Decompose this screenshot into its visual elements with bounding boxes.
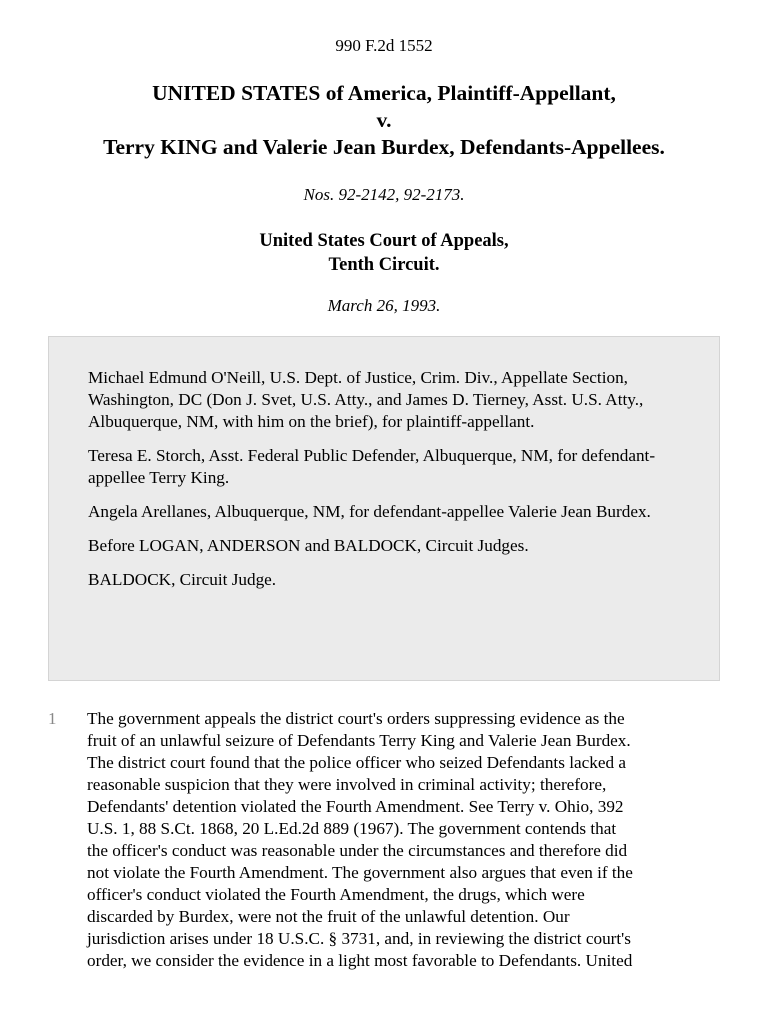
counsel-appellee-burdex: Angela Arellanes, Albuquerque, NM, for defendant-appellee Valerie Jean Burdex. [88, 502, 651, 521]
opinion-line: officer's conduct violated the Fourth Amendment, the drugs, which were [87, 885, 585, 904]
opinion-line: not violate the Fourth Amendment. The government also argues that even if the [87, 863, 633, 882]
opinion-line: Defendants' detention violated the Fourth Amendment. See Terry v. Ohio, 392 [87, 797, 624, 816]
title-versus: v. [376, 108, 392, 132]
opinion-line: The government appeals the district court's orders suppressing evidence as the [87, 709, 625, 728]
opinion-paragraph [87, 708, 727, 972]
opinion-line: discarded by Burdex, were not the fruit of the unlawful detention. Our [87, 907, 570, 926]
decision-date: March 26, 1993. [327, 296, 441, 315]
court-name-line2: Tenth Circuit. [328, 255, 440, 275]
opinion-author: BALDOCK, Circuit Judge. [88, 570, 277, 589]
court-name-line1: United States Court of Appeals, [259, 231, 509, 251]
paragraph-number: 1 [48, 709, 57, 728]
opinion-line: The district court found that the police officer who seized Defendants lacked a [87, 753, 626, 772]
title-defendants: Terry KING and Valerie Jean Burdex, Defendants-Appellees. [103, 135, 665, 159]
opinion-line: U.S. 1, 88 S.Ct. 1868, 20 L.Ed.2d 889 (1967). The government contends that [87, 819, 617, 838]
counsel-panel [48, 336, 720, 681]
opinion-line: order, we consider the evidence in a light most favorable to Defendants. United [87, 951, 633, 970]
title-plaintiff: UNITED STATES of America, Plaintiff-Appellant, [152, 81, 616, 105]
court-name [0, 229, 768, 277]
judges-panel: Before LOGAN, ANDERSON and BALDOCK, Circuit Judges. [88, 536, 529, 555]
opinion-line: jurisdiction arises under 18 U.S.C. § 3731, and, in reviewing the district court's [87, 929, 631, 948]
case-citation: 990 F.2d 1552 [335, 36, 433, 55]
docket-numbers: Nos. 92-2142, 92-2173. [303, 185, 465, 204]
counsel-appellant: Michael Edmund O'Neill, U.S. Dept. of Justice, Crim. Div., Appellate Section, Washington, DC (Don J. Svet, U.S. Atty., and James D. Tierney, Asst. U.S. Atty., Albuquerque, NM, with him on the brief), for plaintiff-appellant. [88, 368, 644, 431]
opinion-line: reasonable suspicion that they were involved in criminal activity; therefore, [87, 775, 607, 794]
opinion-line: fruit of an unlawful seizure of Defendants Terry King and Valerie Jean Burdex. [87, 731, 631, 750]
opinion-line: the officer's conduct was reasonable under the circumstances and therefore did [87, 841, 628, 860]
counsel-appellee-king: Teresa E. Storch, Asst. Federal Public Defender, Albuquerque, NM, for defendant-appellee Terry King. [88, 446, 656, 487]
case-title [0, 80, 768, 161]
